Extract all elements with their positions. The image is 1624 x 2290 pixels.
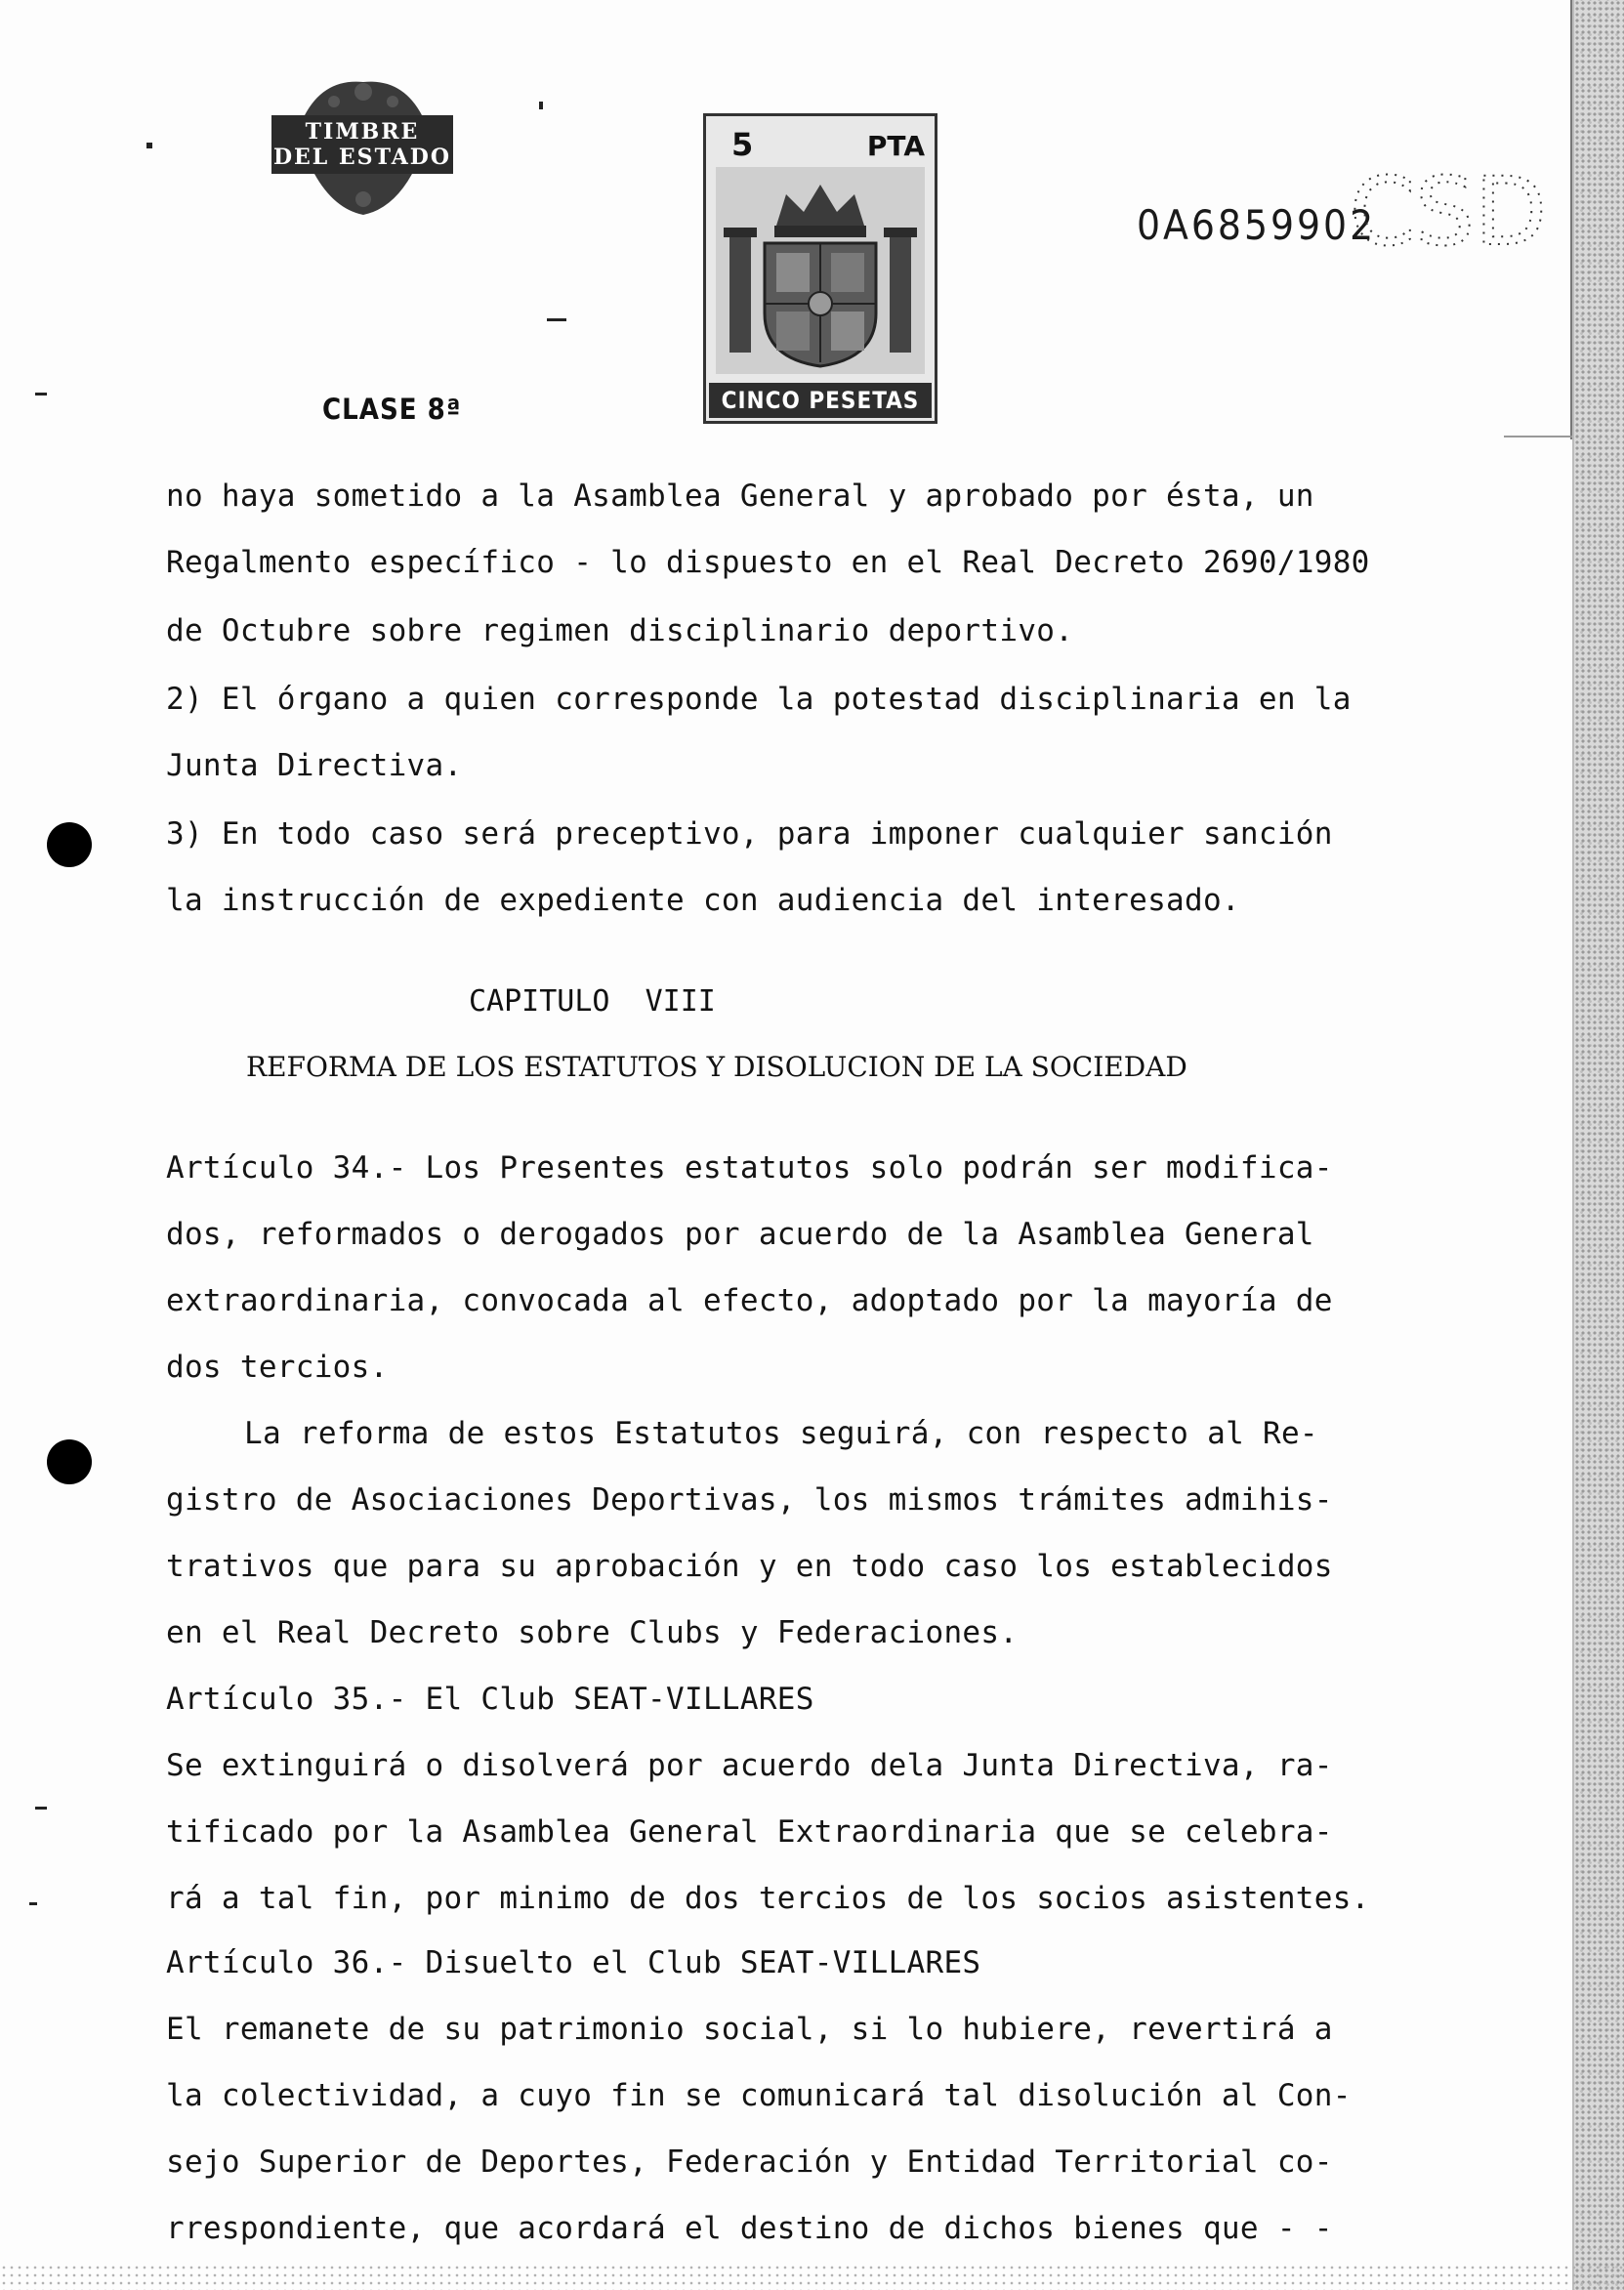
timbre-line-2: DEL ESTADO <box>272 145 452 170</box>
chapter-title: CAPITULO VIII <box>469 984 716 1019</box>
article-35-line: rá a tal fin, por minimo de dos tercios de los socios asistentes. <box>166 1881 1370 1916</box>
ink-speck <box>29 1902 37 1905</box>
serial-number: 0A6859902 <box>1137 201 1377 249</box>
article-34-line: dos tercios. <box>166 1350 389 1385</box>
punch-hole <box>47 822 92 867</box>
article-36-line: rrespondiente, que acordará el destino de dichos bienes que - - <box>166 2211 1333 2246</box>
timbre-line-1: TIMBRE <box>305 119 420 145</box>
stamp-value: 5 <box>731 126 754 163</box>
clase-label: CLASE 8ª <box>322 393 462 426</box>
perforated-letters-csd <box>1340 146 1555 264</box>
article-36-line: Artículo 36.- Disuelto el Club SEAT-VILLARES <box>166 1945 981 1980</box>
body-line: 2) El órgano a quien corresponde la potestad disciplinaria en la <box>166 682 1352 717</box>
edge-rule <box>1504 436 1572 437</box>
article-36-line: la colectividad, a cuyo fin se comunicará tal disolución al Con- <box>166 2078 1352 2113</box>
cinco-pesetas-stamp <box>703 113 937 424</box>
article-34-line: dos, reformados o derogados por acuerdo de la Asamblea General <box>166 1217 1314 1252</box>
ink-speck <box>547 318 566 321</box>
ink-speck <box>35 1807 47 1810</box>
punch-hole <box>47 1439 92 1484</box>
article-34-paragraph-line: La reforma de estos Estatutos seguirá, con respecto al Re- <box>244 1416 1318 1451</box>
body-line: de Octubre sobre regimen disciplinario deportivo. <box>166 613 1074 648</box>
timbre-plate <box>271 115 453 174</box>
article-34-paragraph-line: trativos que para su aprobación y en todo caso los establecidos <box>166 1549 1333 1584</box>
ink-speck <box>539 102 543 109</box>
body-line: no haya sometido a la Asamblea General y aprobado por ésta, un <box>166 479 1314 514</box>
body-line: 3) En todo caso será preceptivo, para imponer cualquier sanción <box>166 816 1333 852</box>
page-edge-line <box>1570 0 1572 439</box>
ink-speck <box>146 143 152 148</box>
stamp-band: CINCO PESETAS <box>709 383 932 418</box>
chapter-subtitle: REFORMA DE LOS ESTATUTOS Y DISOLUCION DE LA SOCIEDAD <box>246 1051 1187 1083</box>
bottom-edge-texture <box>0 2264 1624 2290</box>
article-36-line: El remanete de su patrimonio social, si lo hubiere, revertirá a <box>166 2012 1333 2047</box>
article-35-line: tificado por la Asamblea General Extraordinaria que se celebra- <box>166 1814 1333 1850</box>
body-line: Junta Directiva. <box>166 748 463 783</box>
article-35-line: Artículo 35.- El Club SEAT-VILLARES <box>166 1682 814 1717</box>
article-35-line: Se extinguirá o disolverá por acuerdo dela Junta Directiva, ra- <box>166 1748 1333 1783</box>
article-36-line: sejo Superior de Deportes, Federación y Entidad Territorial co- <box>166 2144 1333 2180</box>
perforated-edge <box>1572 0 1624 2290</box>
perforation-text: CSD <box>1350 157 1547 264</box>
article-34-paragraph-line: gistro de Asociaciones Deportivas, los mismos trámites admihis- <box>166 1482 1333 1518</box>
body-line: Regalmento específico - lo dispuesto en el Real Decreto 2690/1980 <box>166 545 1370 580</box>
coat-of-arms-icon <box>716 167 925 374</box>
ink-speck <box>35 393 47 396</box>
article-34-line: Artículo 34.- Los Presentes estatutos solo podrán ser modifica- <box>166 1150 1333 1186</box>
article-34-line: extraordinaria, convocada al efecto, adoptado por la mayoría de <box>166 1283 1333 1318</box>
article-34-paragraph-line: en el Real Decreto sobre Clubs y Federaciones. <box>166 1615 1019 1650</box>
body-line: la instrucción de expediente con audiencia del interesado. <box>166 883 1240 918</box>
stamp-unit: PTA <box>866 130 925 162</box>
timbre-del-estado-seal <box>266 72 461 219</box>
